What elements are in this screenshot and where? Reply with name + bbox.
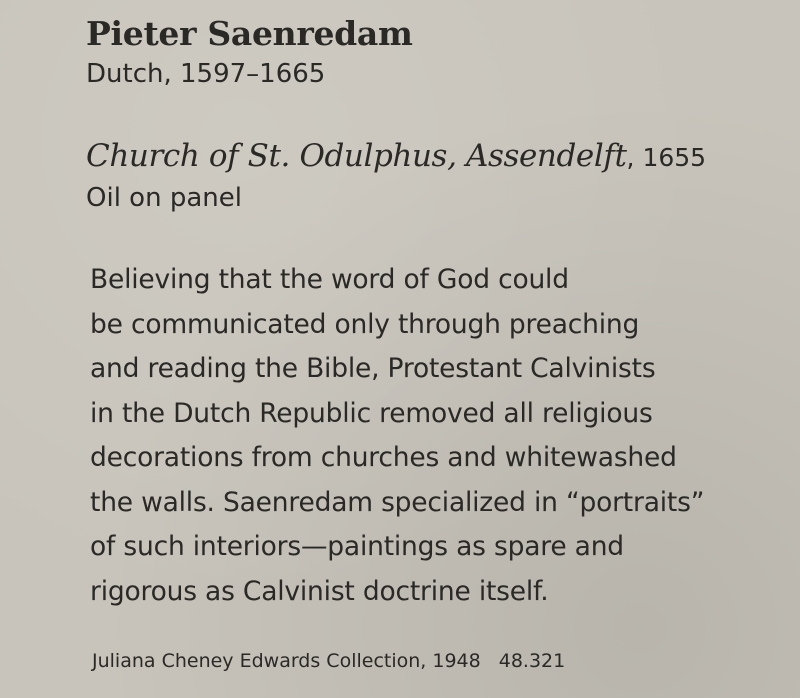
museum-wall-label (86, 14, 776, 614)
description-line: decorations from churches and whitewashed (90, 442, 677, 473)
collection-credit: Juliana Cheney Edwards Collection, 1948 (92, 650, 481, 672)
artwork-title-separator: , (626, 143, 643, 172)
description-line: in the Dutch Republic removed all religious (90, 397, 653, 429)
artwork-title: Church of St. Odulphus, Assendelft (86, 138, 627, 174)
artist-nationality-dates: Dutch, 1597–1665 (86, 59, 326, 89)
description-line: rigorous as Calvinist doctrine itself. (90, 575, 549, 607)
credit-line (92, 648, 565, 674)
description-text (90, 258, 776, 614)
artwork-year: 1655 (642, 143, 707, 172)
description-line: and reading the Bible, Protestant Calvinists (90, 353, 656, 384)
description-line: of such interiors—paintings as spare and (90, 531, 624, 562)
description-line: be communicated only through preaching (90, 308, 640, 340)
description-line: the walls. Saenredam specialized in “portraits” (90, 486, 705, 518)
artwork-title-line (86, 136, 776, 178)
accession-number: 48.321 (498, 650, 566, 672)
description-line: Believing that the word of God could (90, 264, 569, 295)
artist-name: Pieter Saenredam (86, 14, 413, 53)
artwork-medium: Oil on panel (86, 183, 242, 213)
